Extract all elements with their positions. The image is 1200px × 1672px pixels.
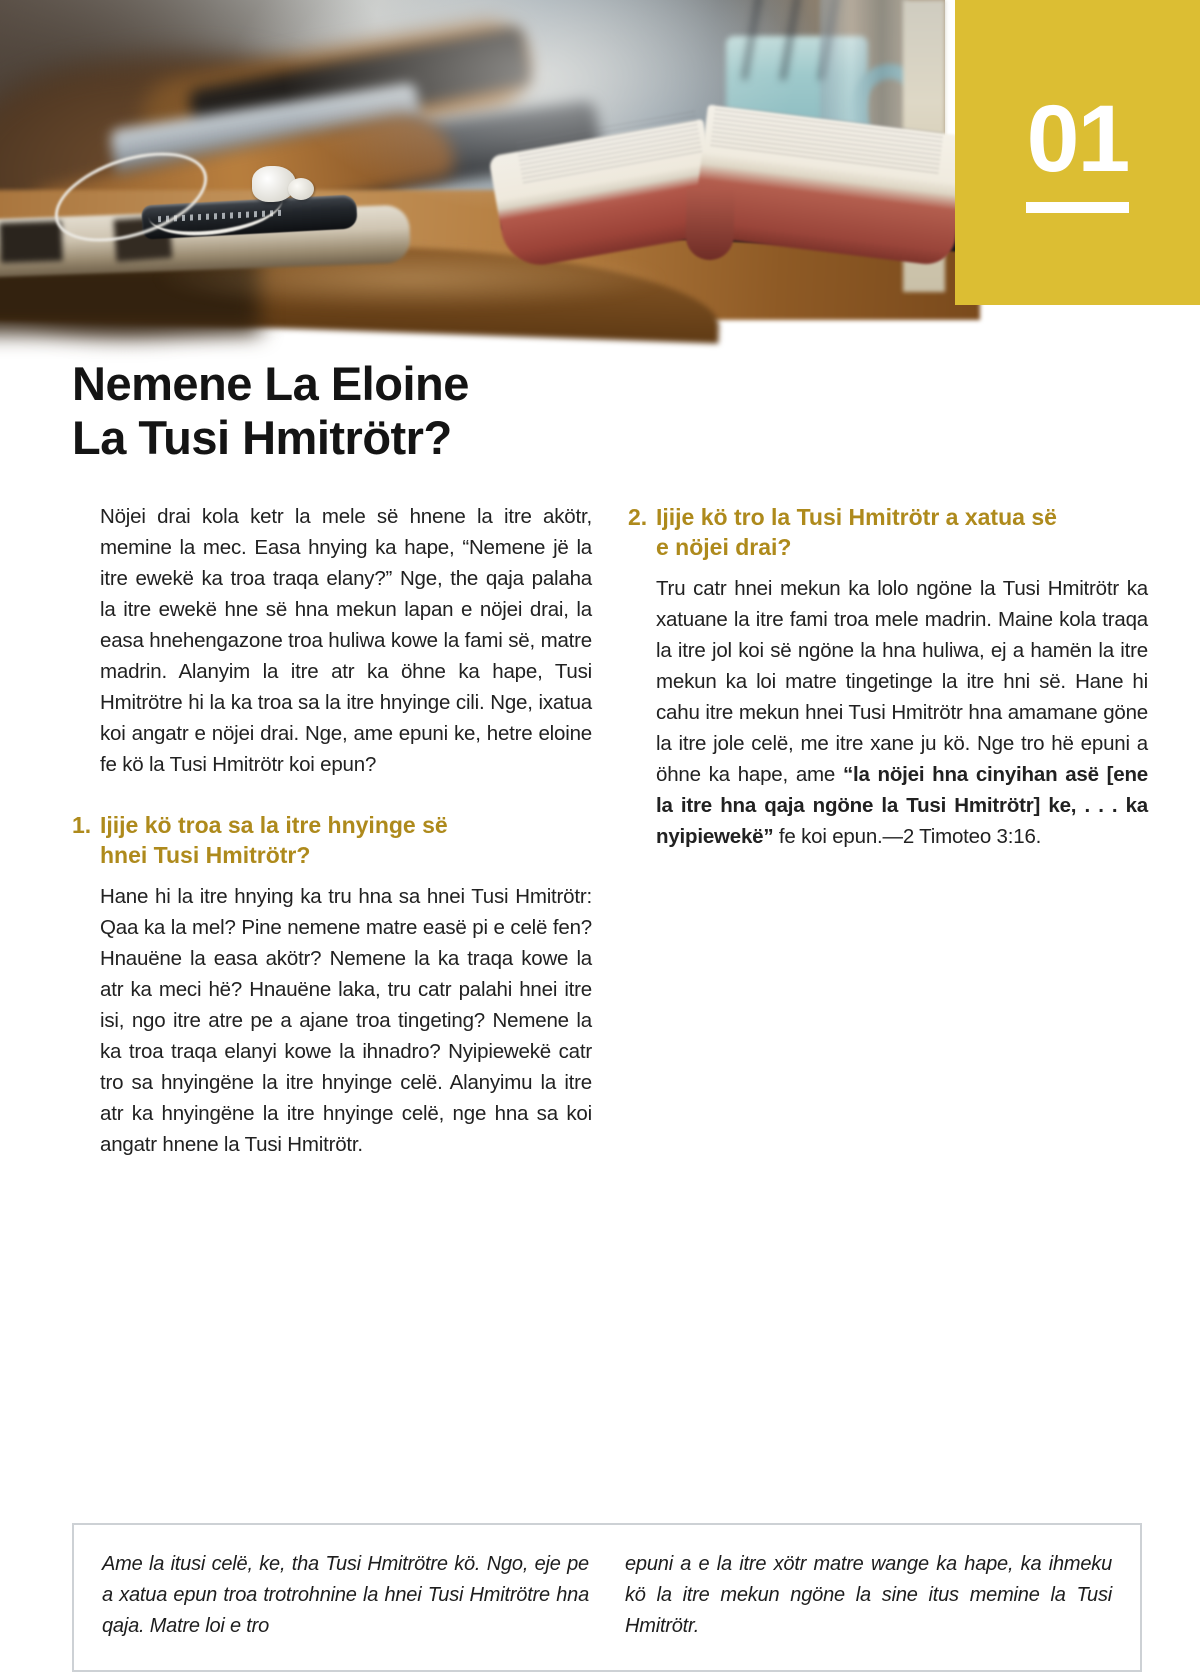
question-1-text-line1: Ijije kö troa sa la itre hnyinge së: [100, 812, 448, 838]
question-2-answer: [656, 573, 1148, 852]
footnote-box: [72, 1523, 1142, 1672]
question-2-text-line2: e nöjei drai?: [656, 534, 792, 560]
photo-newspaper-print: [0, 221, 63, 263]
page-title-line2: La Tusi Hmitrötr?: [72, 411, 452, 464]
chapter-number-block: [955, 0, 1200, 305]
question-1-heading: [72, 810, 592, 870]
question-2-text-line1: Ijije kö tro la Tusi Hmitrötr a xatua së: [656, 504, 1057, 530]
chapter-number: 01: [1026, 86, 1129, 192]
scripture-quote: “la nöjei hna cinyihan asë [ene la itre hna qaja ngöne la Tusi Hmitrötr] ke, . . . ka nyipiewekë”: [656, 763, 1148, 848]
question-1-number: 1.: [72, 812, 92, 838]
hero-photo: [0, 0, 945, 305]
right-column: [628, 501, 1148, 1160]
chapter-number-underline: [1026, 202, 1129, 213]
question-2-text: [656, 502, 1057, 562]
footnote-left-column: Ame la itusi celë, ke, tha Tusi Hmitrötre kö. Ngo, eje pe a xatua epun troa trotrohnine la hnei Tusi Hmitrötre hna qaja. Matre loi e tro: [102, 1553, 589, 1637]
two-column-body: [72, 501, 1148, 1160]
page-title: [72, 357, 1140, 465]
question-1-text: [100, 810, 448, 870]
question-2-heading: [628, 502, 1148, 562]
hero-banner: [0, 0, 1200, 305]
article-content: [0, 305, 1200, 1637]
photo-light-haze: [280, 0, 800, 215]
question-2-number: 2.: [628, 504, 648, 530]
intro-paragraph: Nöjei drai kola ketr la mele së hnene la itre akötr, memine la mec. Easa hnying ka hape, “Nemene jë la itre ewekë ka troa traqa elany?” Nge, the qaja palaha la itre ewekë hne së hna mekun lapan e nöjei drai, la easa hnehengazone troa huliwa kowe la fami së, matre madrin. Alanyim la itre atr ka öhne ka hape, Tusi Hmitrötre hi la ka troa sa la itre hnyinge cili. Nge, ixatua koi angatr e nöjei drai. Nge, ame epuni ke, hetre eloine fe kö la Tusi Hmitrötr koi epun?: [100, 505, 592, 776]
question-1-answer: Hane hi la itre hnying ka tru hna sa hnei Tusi Hmitrötr: Qaa ka la mel? Pine nemene matre easë pi e celë fen? Hnauëne la easa akötr? Nemene la ka traqa kowe la atr ka meci hë? Hnauëne laka, tru catr palahi hnei itre isi, ngo itre atre pe a ajane troa tingeting? Nemene la ka troa traqa elanyi kowe la ihnadro? Nyipiewekë catr tro sa hnyingëne la itre hnyinge celë. Alanyimu la itre atr ka hnyingëne la itre hnyinge celë, nge hna sa koi angatr hnene la Tusi Hmitrötr.: [100, 885, 592, 1156]
answer-2-lead: Tru catr hnei mekun ka lolo ngöne la Tusi Hmitrötr ka xatuane la itre fami troa mele madrin. Maine kola traqa la itre jol koi së ngöne la hna huliwa, ej a hamën la itre mekun ka loi matre tingetinge la itre hni së. Hane hi cahu itre mekun hnei Tusi Hmitrötr hna amamane göne la itre jole celë, me itre xane ju kö. Nge tro hë epuni a öhne ka hape, ame: [656, 577, 1148, 786]
question-1-text-line2: hnei Tusi Hmitrötr?: [100, 842, 311, 868]
page-title-line1: Nemene La Eloine: [72, 357, 469, 410]
scripture-citation: fe koi epun.—2 Timoteo 3:16.: [773, 825, 1042, 848]
left-column: [72, 501, 592, 1160]
footnote-right-column: epuni a e la itre xötr matre wange ka hape, ka ihmeku kö la itre mekun ngöne la sine itus memine la Tusi Hmitrötr.: [625, 1553, 1112, 1637]
